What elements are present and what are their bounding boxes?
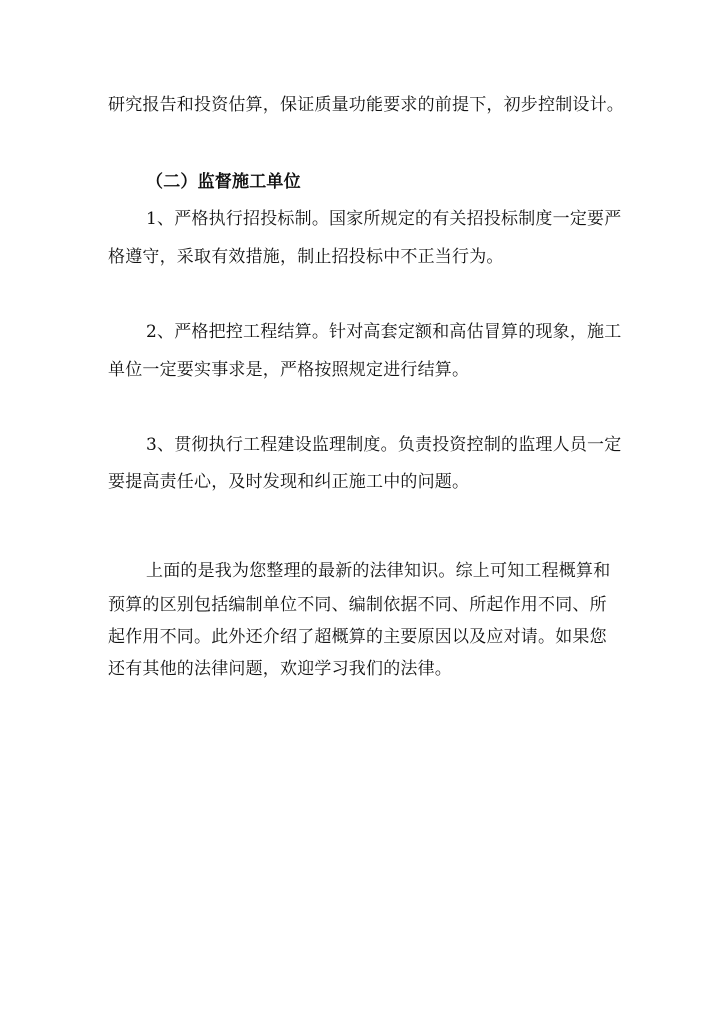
paragraph-line: 研究报告和投资估算，保证质量功能要求的前提下，初步控制设计。 xyxy=(108,95,624,115)
paragraph-line: 还有其他的法律问题，欢迎学习我们的法律。 xyxy=(108,659,452,679)
paragraph-line: 2、严格把控工程结算。针对高套定额和高估冒算的现象，施工 xyxy=(146,322,622,342)
paragraph-line: 起作用不同。此外还介绍了超概算的主要原因以及应对请。如果您 xyxy=(108,627,607,647)
paragraph-line: 格遵守，采取有效措施，制止招投标中不正当行为。 xyxy=(108,247,504,267)
paragraph-line: 上面的是我为您整理的最新的法律知识。综上可知工程概算和 xyxy=(146,561,611,581)
paragraph-line: 1、严格执行招投标制。国家所规定的有关招投标制度一定要严 xyxy=(146,209,622,229)
paragraph-line: 单位一定要实事求是，严格按照规定进行结算。 xyxy=(108,360,470,380)
section-heading: （二）监督施工单位 xyxy=(146,172,301,192)
paragraph-line: 要提高责任心，及时发现和纠正施工中的问题。 xyxy=(108,472,470,492)
paragraph-line: 预算的区别包括编制单位不同、编制依据不同、所起作用不同、所 xyxy=(108,595,607,615)
paragraph-line: 3、贯彻执行工程建设监理制度。负责投资控制的监理人员一定 xyxy=(146,435,622,455)
